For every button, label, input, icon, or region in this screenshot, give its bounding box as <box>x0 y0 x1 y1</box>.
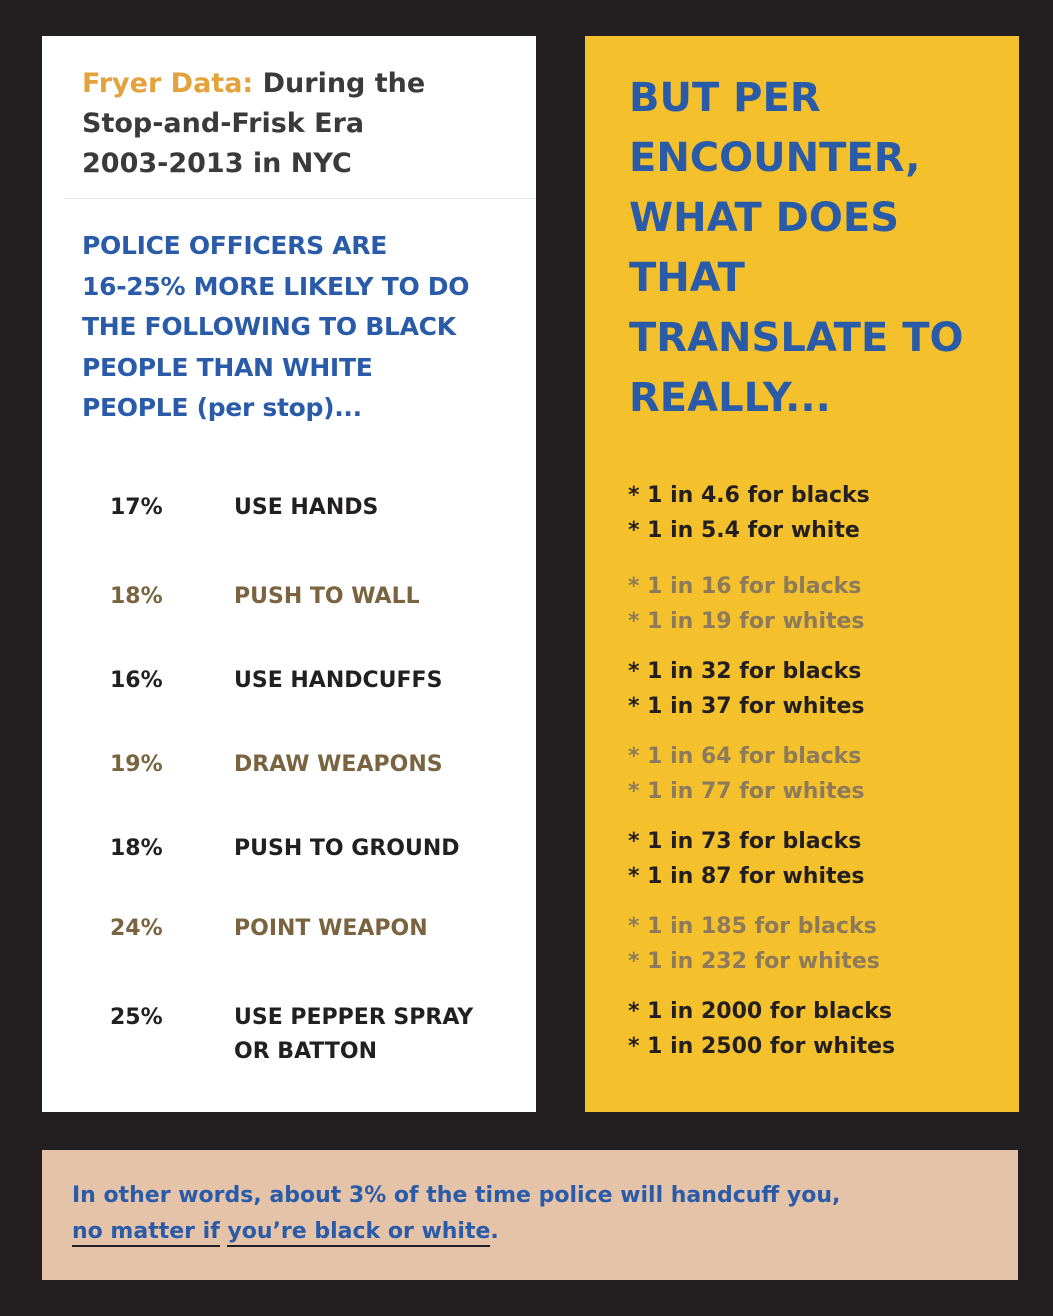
summary-underline-2: you’re black or white <box>227 1219 490 1247</box>
rate-black: * 1 in 64 for blacks <box>628 744 862 769</box>
left-heading <box>82 64 512 184</box>
stat-action: USE HANDS <box>234 495 379 520</box>
stat-percent: 16% <box>110 668 163 693</box>
right-heading <box>629 68 1009 428</box>
right-panel <box>585 36 1019 1112</box>
stat-percent: 19% <box>110 752 163 777</box>
heading-accent: Fryer Data: <box>82 68 254 99</box>
heading-line1: During the <box>253 68 426 99</box>
stat-action-line: OR BATTON <box>234 1039 378 1064</box>
rate-white: * 1 in 77 for whites <box>628 779 865 804</box>
stat-percent: 24% <box>110 916 163 941</box>
summary-underline-1: no matter if <box>72 1219 220 1247</box>
stat-percent: 18% <box>110 836 163 861</box>
claim-line: PEOPLE (per stop)... <box>82 393 362 422</box>
rate-pair <box>628 824 1008 894</box>
summary-panel <box>42 1150 1018 1280</box>
rate-black: * 1 in 4.6 for blacks <box>628 483 870 508</box>
right-heading-line: BUT PER <box>629 75 821 121</box>
right-heading-line: TRANSLATE TO <box>629 315 964 361</box>
rate-black: * 1 in 32 for blacks <box>628 659 862 684</box>
stat-action: POINT WEAPON <box>234 916 428 941</box>
heading-divider <box>64 198 536 199</box>
rate-black: * 1 in 185 for blacks <box>628 914 877 939</box>
right-heading-line: WHAT DOES <box>629 195 899 241</box>
rate-pair <box>628 569 1008 639</box>
stat-percent: 25% <box>110 1005 163 1030</box>
right-heading-line: THAT <box>629 255 745 301</box>
stat-action: PUSH TO WALL <box>234 584 420 609</box>
rate-pair <box>628 478 1008 548</box>
rate-white: * 1 in 87 for whites <box>628 864 865 889</box>
claim-line: POLICE OFFICERS ARE <box>82 231 388 260</box>
rate-white: * 1 in 232 for whites <box>628 949 880 974</box>
rate-pair <box>628 739 1008 809</box>
stat-action-line: USE PEPPER SPRAY <box>234 1005 474 1030</box>
left-panel <box>42 36 536 1112</box>
right-heading-line: REALLY... <box>629 375 831 421</box>
stat-action <box>234 1001 524 1069</box>
rate-pair <box>628 654 1008 724</box>
claim-text <box>82 226 522 429</box>
summary-text <box>72 1178 1002 1250</box>
rate-pair <box>628 994 1008 1064</box>
stat-percent: 18% <box>110 584 163 609</box>
claim-line: PEOPLE THAN WHITE <box>82 352 373 382</box>
claim-line: THE FOLLOWING TO BLACK <box>82 312 456 341</box>
claim-line: 16-25% MORE LIKELY TO DO <box>82 271 470 301</box>
rate-white: * 1 in 37 for whites <box>628 694 865 719</box>
summary-line1: In other words, about 3% of the time police will handcuff you, <box>72 1183 841 1208</box>
stat-action: USE HANDCUFFS <box>234 668 443 693</box>
rate-black: * 1 in 2000 for blacks <box>628 999 892 1024</box>
stat-percent: 17% <box>110 495 163 520</box>
summary-line2 <box>72 1214 1002 1250</box>
rate-black: * 1 in 73 for blacks <box>628 829 862 854</box>
rate-pair <box>628 909 1008 979</box>
rate-black: * 1 in 16 for blacks <box>628 574 862 599</box>
heading-line3: 2003-2013 in NYC <box>82 148 352 179</box>
rate-white: * 1 in 2500 for whites <box>628 1034 896 1059</box>
stat-action: DRAW WEAPONS <box>234 752 443 777</box>
summary-period: . <box>490 1219 499 1244</box>
rate-white: * 1 in 5.4 for white <box>628 518 860 543</box>
heading-line2: Stop-and-Frisk Era <box>82 108 365 139</box>
rate-white: * 1 in 19 for whites <box>628 609 865 634</box>
stat-action: PUSH TO GROUND <box>234 836 460 861</box>
right-heading-line: ENCOUNTER, <box>629 135 921 181</box>
